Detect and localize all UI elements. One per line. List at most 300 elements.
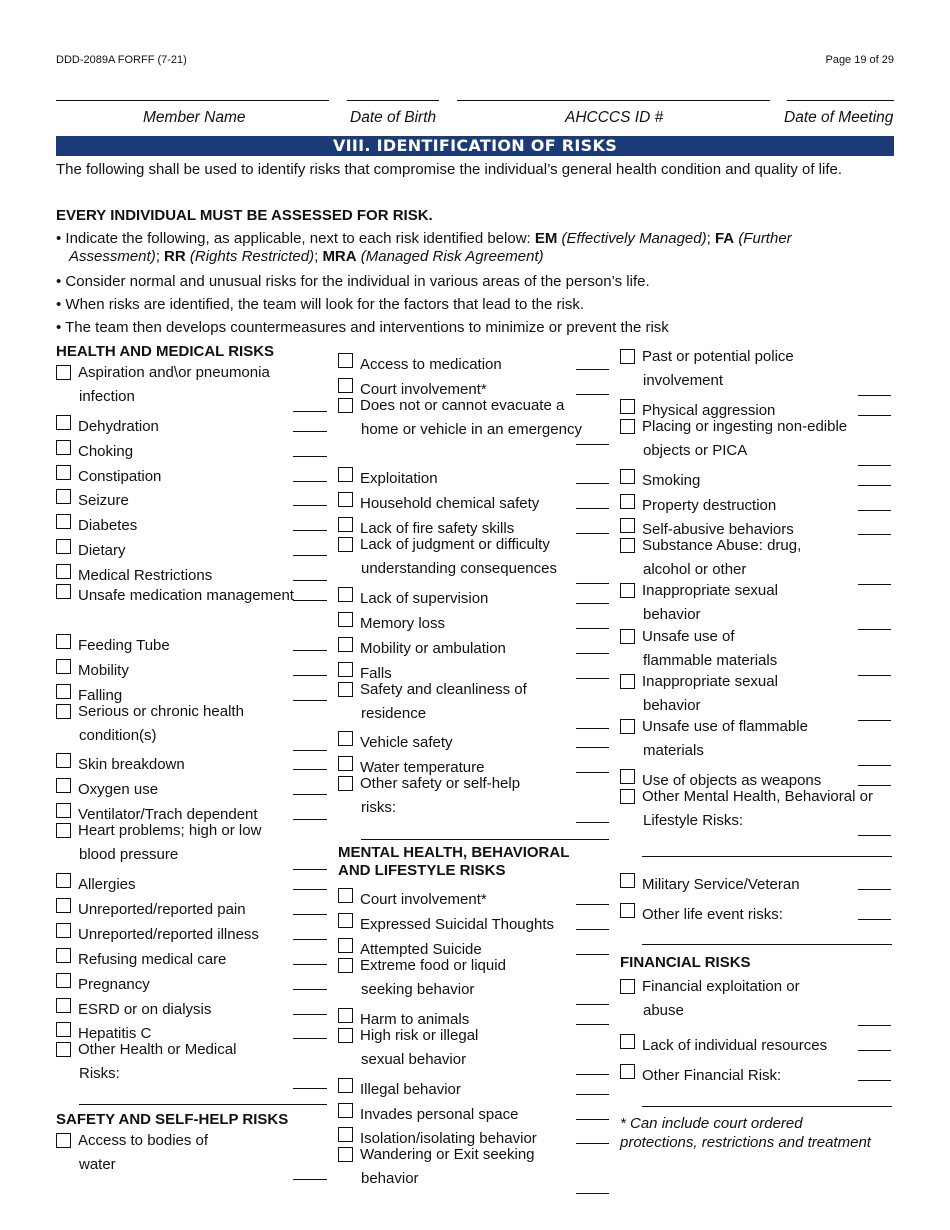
checkbox[interactable]	[620, 419, 635, 434]
risk-item-label: Attempted Suicide	[360, 941, 482, 958]
risk-item-label: Allergies	[78, 876, 136, 893]
code-em: EM	[534, 230, 558, 247]
risk-code-blank[interactable]	[293, 650, 327, 651]
risk-item-label: Pregnancy	[78, 976, 150, 993]
checkbox[interactable]	[56, 823, 71, 838]
checkbox[interactable]	[338, 958, 353, 973]
risk-item[interactable]	[56, 997, 211, 1022]
risk-item[interactable]	[338, 491, 539, 516]
checkbox[interactable]	[56, 634, 71, 649]
risk-item[interactable]	[56, 922, 259, 947]
footnote-line2: protections, restrictions and treatment	[620, 1134, 871, 1151]
risk-item[interactable]	[56, 1132, 208, 1177]
risk-item[interactable]	[56, 488, 129, 513]
risk-item-label: Other Financial Risk:	[642, 1067, 782, 1084]
checkbox[interactable]	[620, 538, 635, 553]
checkbox[interactable]	[338, 913, 353, 928]
risk-code-blank[interactable]	[293, 431, 327, 432]
risk-code-blank[interactable]	[293, 675, 327, 676]
risk-code-blank[interactable]	[858, 534, 891, 535]
risk-item[interactable]	[620, 582, 778, 627]
risk-item-label: Hepatitis C	[78, 1025, 152, 1042]
risk-item-label: Expressed Suicidal Thoughts	[360, 916, 555, 933]
risk-item-label-cont: seeking behavior	[361, 981, 475, 998]
risk-item[interactable]	[338, 887, 487, 912]
risk-code-blank[interactable]	[293, 769, 327, 770]
checkbox[interactable]	[338, 1147, 353, 1162]
checkbox[interactable]	[620, 349, 635, 364]
risk-code-blank[interactable]	[293, 456, 327, 457]
risk-code-blank[interactable]	[858, 1050, 891, 1051]
risk-item-label: Does not or cannot evacuate a	[360, 397, 565, 414]
checkbox[interactable]	[338, 1008, 353, 1023]
risk-item-label: Other Mental Health, Behavioral or	[642, 788, 873, 805]
risk-item-label: Falling	[78, 687, 123, 704]
intro-text: The following shall be used to identify risks that compromise the individual’s general health condition and quality of life.	[56, 161, 843, 178]
risk-item[interactable]	[56, 439, 133, 464]
risk-item[interactable]	[338, 352, 502, 377]
checkbox[interactable]	[338, 537, 353, 552]
risk-item-label-cont: behavior	[361, 1170, 419, 1187]
checkbox[interactable]	[56, 514, 71, 529]
code-mra-desc: (Managed Risk Agreement)	[360, 248, 544, 265]
risk-code-blank[interactable]	[576, 628, 609, 629]
risk-code-blank[interactable]	[858, 395, 891, 396]
code-rr: RR	[164, 248, 186, 265]
risk-code-blank[interactable]	[576, 583, 609, 584]
risk-code-blank[interactable]	[576, 929, 609, 930]
mental-risks-heading-line2: AND LIFESTYLE RISKS	[338, 862, 506, 879]
risk-item-label-cont: flammable materials	[643, 652, 778, 669]
risk-item-label-cont: condition(s)	[79, 727, 157, 744]
checkbox[interactable]	[56, 998, 71, 1013]
checkbox[interactable]	[338, 1028, 353, 1043]
risk-code-blank[interactable]	[858, 765, 891, 766]
risk-item[interactable]	[620, 978, 800, 1023]
risk-item-label: Use of objects as weapons	[642, 772, 822, 789]
checkbox[interactable]	[338, 756, 353, 771]
risk-item[interactable]	[620, 628, 777, 673]
checkbox[interactable]	[56, 465, 71, 480]
risk-item[interactable]	[56, 822, 261, 867]
risk-code-blank[interactable]	[858, 1080, 891, 1081]
risk-item-label-cont: sexual behavior	[361, 1051, 467, 1068]
risk-item-label: Placing or ingesting non-edible	[642, 418, 848, 435]
code-fa-desc-1: (Further	[738, 230, 792, 247]
checkbox[interactable]	[56, 539, 71, 554]
checkbox[interactable]	[56, 440, 71, 455]
checkbox[interactable]	[620, 719, 635, 734]
date-of-meeting-label: Date of Meeting	[784, 109, 894, 126]
write-in-line[interactable]	[642, 1106, 892, 1107]
risk-code-blank[interactable]	[576, 508, 609, 509]
risk-code-blank[interactable]	[293, 481, 327, 482]
checkbox[interactable]	[56, 923, 71, 938]
checkbox[interactable]	[338, 612, 353, 627]
risk-code-blank[interactable]	[576, 653, 609, 654]
risk-item[interactable]	[338, 397, 582, 442]
risk-item-label-cont: alcohol or other	[643, 561, 747, 578]
checkbox[interactable]	[56, 684, 71, 699]
risk-code-blank[interactable]	[576, 1074, 609, 1075]
risk-item[interactable]	[338, 636, 506, 661]
risk-code-blank[interactable]	[293, 411, 327, 412]
risk-item-label: Invades personal space	[360, 1106, 519, 1123]
risk-item-label: Diabetes	[78, 517, 138, 534]
risk-item[interactable]	[56, 1041, 236, 1086]
form-code: DDD-2089A FORFF (7-21)	[56, 54, 187, 66]
checkbox[interactable]	[56, 584, 71, 599]
risk-item[interactable]	[338, 536, 557, 581]
risk-code-blank[interactable]	[576, 1004, 609, 1005]
risk-item-label: Court involvement*	[360, 381, 487, 398]
risk-item-label-cont: residence	[361, 705, 427, 722]
risk-item[interactable]	[338, 1102, 518, 1127]
checkbox[interactable]	[56, 898, 71, 913]
risk-item-label: Property destruction	[642, 497, 777, 514]
checkbox[interactable]	[620, 873, 635, 888]
risk-item-label: Water temperature	[360, 759, 485, 776]
checkbox[interactable]	[620, 469, 635, 484]
write-in-line[interactable]	[642, 856, 892, 857]
risk-item-label: Physical aggression	[642, 402, 776, 419]
bullet-indicate-text: • Indicate the following, as applicable, next to each risk identified below:	[56, 230, 535, 247]
code-fa-desc-2: Assessment)	[69, 248, 156, 265]
footnote-line1: * Can include court ordered	[620, 1115, 803, 1132]
risk-code-blank[interactable]	[293, 580, 327, 581]
risk-item-label: Medical Restrictions	[78, 567, 213, 584]
risk-item[interactable]	[620, 788, 873, 833]
checkbox[interactable]	[56, 803, 71, 818]
risk-code-blank[interactable]	[858, 584, 891, 585]
bullet-countermeasures: • The team then develops countermeasures and interventions to minimize or prevent the risk	[56, 319, 669, 336]
risk-code-blank[interactable]	[293, 939, 327, 940]
checkbox[interactable]	[56, 873, 71, 888]
checkbox[interactable]	[620, 789, 635, 804]
risk-item-label-cont: behavior	[643, 606, 701, 623]
risk-item[interactable]	[56, 777, 158, 802]
checkbox[interactable]	[620, 1064, 635, 1079]
financial-risks-heading: FINANCIAL RISKS	[620, 954, 751, 971]
risk-item[interactable]	[56, 513, 137, 538]
risk-item-label: Lack of judgment or difficulty	[360, 536, 550, 553]
risk-code-blank[interactable]	[576, 1119, 609, 1120]
risk-item[interactable]	[620, 418, 847, 463]
risk-item[interactable]	[620, 718, 808, 763]
risk-item-label: Unreported/reported illness	[78, 926, 259, 943]
risk-item[interactable]	[338, 681, 527, 726]
risk-code-blank[interactable]	[858, 919, 891, 920]
risk-item-label-cont: water	[79, 1156, 116, 1173]
risk-item[interactable]	[338, 611, 445, 636]
risk-item[interactable]	[338, 586, 488, 611]
risk-item[interactable]	[56, 752, 185, 777]
risk-item[interactable]	[620, 1033, 827, 1058]
risk-code-blank[interactable]	[293, 869, 327, 870]
checkbox[interactable]	[338, 467, 353, 482]
risk-item-label: Exploitation	[360, 470, 438, 487]
checkbox[interactable]	[56, 564, 71, 579]
checkbox[interactable]	[338, 776, 353, 791]
risk-item-label: Unsafe medication management	[78, 587, 294, 604]
risk-code-blank[interactable]	[858, 1025, 891, 1026]
risk-code-blank[interactable]	[576, 822, 609, 823]
risk-item-label: Military Service/Veteran	[642, 876, 800, 893]
date-of-birth-field[interactable]	[347, 100, 439, 126]
checkbox[interactable]	[620, 769, 635, 784]
checkbox[interactable]	[56, 1133, 71, 1148]
risk-item-label-cont: Lifestyle Risks:	[643, 812, 744, 829]
risk-item[interactable]	[338, 1027, 478, 1072]
risk-code-blank[interactable]	[858, 465, 891, 466]
risk-code-blank[interactable]	[576, 369, 609, 370]
checkbox[interactable]	[56, 1022, 71, 1037]
risk-code-blank[interactable]	[858, 510, 891, 511]
checkbox[interactable]	[620, 674, 635, 689]
checkbox[interactable]	[338, 938, 353, 953]
risk-item-label: Falls	[360, 665, 392, 682]
risk-code-blank[interactable]	[576, 772, 609, 773]
risk-code-blank[interactable]	[576, 747, 609, 748]
risk-code-blank[interactable]	[293, 914, 327, 915]
risk-code-blank[interactable]	[293, 794, 327, 795]
checkbox[interactable]	[56, 778, 71, 793]
risk-item-label: Financial exploitation or	[642, 978, 800, 995]
risk-code-blank[interactable]	[293, 819, 327, 820]
risk-code-blank[interactable]	[576, 533, 609, 534]
risk-code-blank[interactable]	[293, 600, 327, 601]
checkbox[interactable]	[56, 1042, 71, 1057]
risk-item[interactable]	[338, 775, 520, 820]
risk-item-label-cont: home or vehicle in an emergency	[361, 421, 582, 438]
risk-item-label-cont: behavior	[643, 697, 701, 714]
risk-code-blank[interactable]	[576, 444, 609, 445]
ahcccs-id-label: AHCCCS ID #	[565, 109, 664, 126]
checkbox[interactable]	[56, 415, 71, 430]
risk-item-label: ESRD or on dialysis	[78, 1001, 212, 1018]
risk-item[interactable]	[56, 872, 136, 897]
risk-code-blank[interactable]	[858, 675, 891, 676]
checkbox[interactable]	[56, 753, 71, 768]
risk-code-blank[interactable]	[858, 835, 891, 836]
checkbox[interactable]	[338, 1078, 353, 1093]
risk-item-label: Extreme food or liquid	[360, 957, 506, 974]
write-in-line[interactable]	[361, 839, 609, 840]
risk-code-blank[interactable]	[858, 785, 891, 786]
risk-code-blank[interactable]	[293, 889, 327, 890]
risk-item[interactable]	[56, 633, 170, 658]
risk-item-label: Harm to animals	[360, 1011, 470, 1028]
checkbox[interactable]	[56, 365, 71, 380]
risk-code-blank[interactable]	[293, 1014, 327, 1015]
risk-item-label: Court involvement*	[360, 891, 487, 908]
risk-item-label: Other life event risks:	[642, 906, 783, 923]
risk-item-label: Smoking	[642, 472, 701, 489]
risk-item[interactable]	[56, 658, 129, 683]
risk-item[interactable]	[56, 947, 226, 972]
checkbox[interactable]	[620, 518, 635, 533]
checkbox[interactable]	[56, 659, 71, 674]
checkbox[interactable]	[620, 1034, 635, 1049]
mental-risks-heading	[338, 844, 569, 880]
risk-item[interactable]	[620, 673, 778, 718]
risk-item[interactable]	[56, 897, 246, 922]
risk-item-label-cont: materials	[643, 742, 704, 759]
risk-code-blank[interactable]	[293, 989, 327, 990]
risk-code-blank[interactable]	[858, 485, 891, 486]
risk-item-label: Dehydration	[78, 418, 159, 435]
risk-code-blank[interactable]	[858, 889, 891, 890]
risk-item-label: Skin breakdown	[78, 756, 185, 773]
write-in-line[interactable]	[79, 1104, 327, 1105]
risk-item-label-cont: infection	[79, 388, 135, 405]
risk-code-blank[interactable]	[576, 603, 609, 604]
safety-risks-heading: SAFETY AND SELF-HELP RISKS	[56, 1111, 289, 1128]
risk-item[interactable]	[338, 912, 554, 937]
risk-code-blank[interactable]	[858, 720, 891, 721]
risk-item-label: Lack of individual resources	[642, 1037, 828, 1054]
risk-item-label: Other safety or self-help	[360, 775, 521, 792]
risk-item-label: Lack of fire safety skills	[360, 520, 515, 537]
risk-item[interactable]	[620, 902, 783, 927]
risk-item-label: Heart problems; high or low	[78, 822, 262, 839]
risk-code-blank[interactable]	[576, 483, 609, 484]
risk-code-blank[interactable]	[576, 954, 609, 955]
risk-code-blank[interactable]	[293, 964, 327, 965]
risk-item-label: Unsafe use of	[642, 628, 735, 645]
code-mra: MRA	[322, 248, 357, 265]
risk-code-blank[interactable]	[576, 1143, 609, 1144]
code-fa: FA	[714, 230, 735, 247]
risk-code-blank[interactable]	[293, 555, 327, 556]
risk-item[interactable]	[620, 468, 700, 493]
risk-code-blank[interactable]	[293, 700, 327, 701]
risk-item-label: Unsafe use of flammable	[642, 718, 808, 735]
checkbox[interactable]	[338, 492, 353, 507]
code-rr-desc: (Rights Restricted)	[189, 248, 315, 265]
risk-item-label-cont: Risks:	[79, 1065, 120, 1082]
checkbox[interactable]	[338, 731, 353, 746]
risk-code-blank[interactable]	[293, 1179, 327, 1180]
mental-risks-heading-line1: MENTAL HEALTH, BEHAVIORAL	[338, 844, 570, 861]
risk-item-label: Other Health or Medical	[78, 1041, 237, 1058]
risk-code-blank[interactable]	[576, 394, 609, 395]
checkbox[interactable]	[338, 662, 353, 677]
risk-item-label: Aspiration and\or pneumonia	[78, 364, 270, 381]
checkbox[interactable]	[620, 399, 635, 414]
date-of-birth-label: Date of Birth	[350, 109, 437, 126]
checkbox[interactable]	[56, 489, 71, 504]
member-name-field[interactable]	[56, 100, 329, 126]
risk-item-label: Memory loss	[360, 615, 446, 632]
checkbox[interactable]	[56, 973, 71, 988]
code-em-desc: (Effectively Managed)	[561, 230, 707, 247]
risk-code-blank[interactable]	[293, 530, 327, 531]
checkbox[interactable]	[620, 903, 635, 918]
write-in-line[interactable]	[642, 944, 892, 945]
risk-item[interactable]	[620, 872, 800, 897]
risk-item[interactable]	[56, 464, 161, 489]
risk-item-label-cont: risks:	[361, 799, 396, 816]
risk-item[interactable]	[56, 583, 294, 608]
risk-code-blank[interactable]	[293, 750, 327, 751]
risk-item[interactable]	[620, 537, 801, 582]
ahcccs-id-field[interactable]	[457, 100, 770, 126]
risk-item-label: Wandering or Exit seeking	[360, 1146, 535, 1163]
risk-code-blank[interactable]	[293, 1038, 327, 1039]
checkbox[interactable]	[338, 682, 353, 697]
risk-item[interactable]	[338, 957, 506, 1002]
checkbox[interactable]	[620, 629, 635, 644]
member-info-fields	[56, 100, 894, 128]
risk-item[interactable]	[338, 730, 453, 755]
risk-item[interactable]	[338, 1146, 535, 1191]
checkbox[interactable]	[338, 1103, 353, 1118]
risk-code-blank[interactable]	[576, 1193, 609, 1194]
risk-item-label-cont: understanding consequences	[361, 560, 557, 577]
member-name-label: Member Name	[143, 109, 246, 126]
risk-code-blank[interactable]	[576, 904, 609, 905]
risk-item-label: Refusing medical care	[78, 951, 227, 968]
checkbox[interactable]	[56, 948, 71, 963]
risk-code-blank[interactable]	[858, 629, 891, 630]
risk-code-blank[interactable]	[576, 1024, 609, 1025]
risk-item-label: Past or potential police	[642, 348, 794, 365]
risk-code-blank[interactable]	[293, 505, 327, 506]
checkbox[interactable]	[620, 583, 635, 598]
risk-item-label: Oxygen use	[78, 781, 159, 798]
risk-item-label: Safety and cleanliness of	[360, 681, 527, 698]
checkbox[interactable]	[338, 378, 353, 393]
risk-item[interactable]	[620, 493, 776, 518]
risk-code-blank[interactable]	[293, 1088, 327, 1089]
checkbox[interactable]	[620, 979, 635, 994]
risk-item-label: Constipation	[78, 468, 162, 485]
risk-item[interactable]	[338, 466, 438, 491]
checkbox[interactable]	[338, 888, 353, 903]
checkbox[interactable]	[338, 637, 353, 652]
checkbox[interactable]	[56, 704, 71, 719]
risk-item[interactable]	[56, 972, 150, 997]
risk-item-label: Inappropriate sexual	[642, 673, 778, 690]
checkbox[interactable]	[338, 398, 353, 413]
checkbox[interactable]	[620, 494, 635, 509]
risk-code-blank[interactable]	[576, 1094, 609, 1095]
risk-item[interactable]	[56, 703, 244, 748]
risk-code-blank[interactable]	[858, 415, 891, 416]
risk-item[interactable]	[56, 414, 159, 439]
checkbox[interactable]	[338, 517, 353, 532]
risk-item-label: Feeding Tube	[78, 637, 170, 654]
risk-item-label: Access to bodies of	[78, 1132, 209, 1149]
risk-code-blank[interactable]	[576, 678, 609, 679]
risk-code-blank[interactable]	[576, 728, 609, 729]
risk-item[interactable]	[620, 348, 794, 393]
risk-item[interactable]	[56, 538, 126, 563]
risk-item[interactable]	[620, 1063, 781, 1088]
must-assess-heading: EVERY INDIVIDUAL MUST BE ASSESSED FOR RISK.	[56, 207, 433, 224]
checkbox[interactable]	[338, 1127, 353, 1142]
risk-item-label: Dietary	[78, 542, 126, 559]
risk-item[interactable]	[338, 1077, 461, 1102]
risk-item-label: Household chemical safety	[360, 495, 540, 512]
checkbox[interactable]	[338, 587, 353, 602]
bullet-factors: • When risks are identified, the team will look for the factors that lead to the risk.	[56, 296, 584, 313]
checkbox[interactable]	[338, 353, 353, 368]
date-of-meeting-field[interactable]	[784, 100, 894, 126]
risk-item[interactable]	[56, 364, 270, 409]
risk-item-label-cont: blood pressure	[79, 846, 179, 863]
